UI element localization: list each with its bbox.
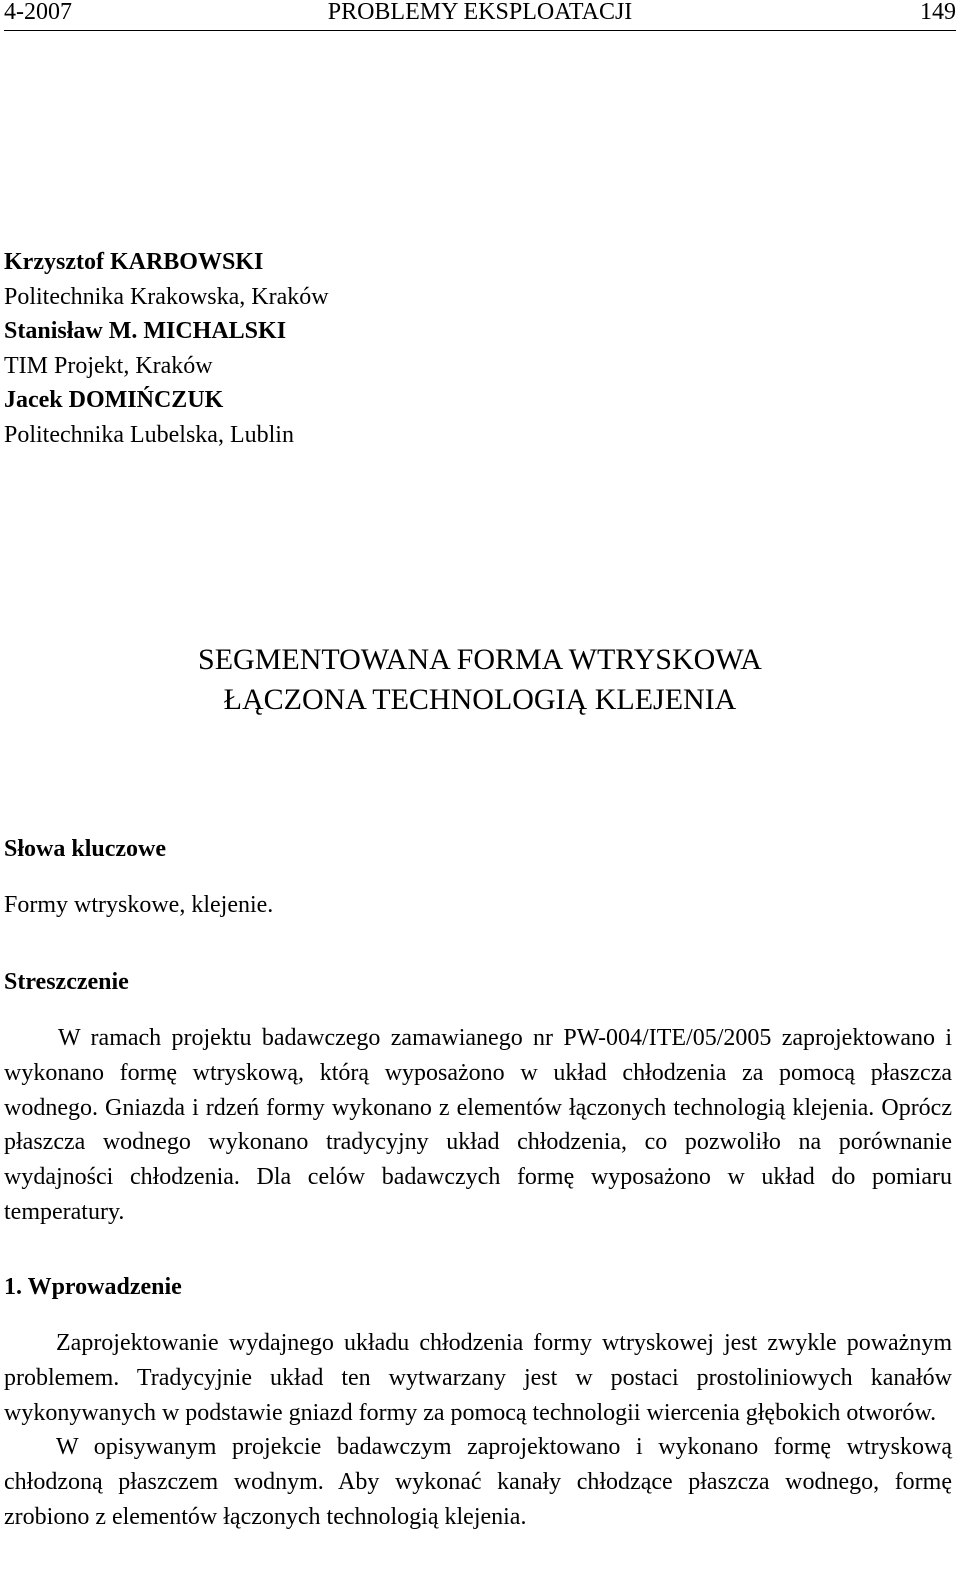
- title-line: SEGMENTOWANA FORMA WTRYSKOWA: [198, 643, 762, 676]
- keywords-text: Formy wtryskowe, klejenie.: [4, 892, 274, 918]
- author-name: Stanisław M. MICHALSKI: [4, 318, 287, 344]
- abstract-heading: Streszczenie: [4, 969, 129, 995]
- title-line: ŁĄCZONA TECHNOLOGIĄ KLEJENIA: [223, 683, 737, 716]
- page-number: 149: [920, 0, 956, 25]
- author-affiliation: Politechnika Lubelska, Lublin: [4, 421, 294, 448]
- author-name: Krzysztof KARBOWSKI: [4, 249, 264, 275]
- paper-title: [0, 640, 960, 720]
- author-affiliation: TIM Projekt, Kraków: [4, 352, 213, 379]
- section-body: [4, 1326, 952, 1535]
- author-name: Jacek DOMIŃCZUK: [4, 387, 224, 413]
- abstract-text: W ramach projektu badawczego zamawianego nr PW-004/ITE/05/2005 zaprojektowano i wykonano formę wtryskową, którą wyposażono w układ chłodzenia za pomocą płaszcza wodnego. Gniazda i rdzeń formy wykonano z elementów łączonych technologią klejenia. Oprócz płaszcza wodnego wykonano tradycyjny układ chłodzenia, co pozwoliło na porównanie wydajności chłodzenia. Dla celów badawczych formę wyposażono w układ do pomiaru temperatury.: [4, 1025, 952, 1225]
- section-heading: 1. Wprowadzenie: [4, 1274, 182, 1300]
- journal-name: PROBLEMY EKSPLOATACJI: [327, 0, 633, 25]
- issue-number: 4-2007: [4, 0, 72, 25]
- keywords-heading: Słowa kluczowe: [4, 836, 166, 862]
- running-header: [4, 0, 956, 31]
- author-affiliation: Politechnika Krakowska, Kraków: [4, 283, 329, 310]
- paragraph: Zaprojektowanie wydajnego układu chłodzenia formy wtryskowej jest zwykle poważnym problemem. Tradycyjnie układ ten wytwarzany jest w postaci prostoliniowych kanałów wykonywanych w podstawie gniazd formy za pomocą technologii wiercenia głębokich otworów.: [4, 1330, 952, 1426]
- author-block: [4, 245, 904, 452]
- paragraph: W opisywanym projekcie badawczym zaprojektowano i wykonano formę wtryskową chłodzoną płaszczem wodnym. Aby wykonać kanały chłodzące płaszcza wodnego, formę zrobiono z elementów łączonych technologią klejenia.: [4, 1434, 952, 1530]
